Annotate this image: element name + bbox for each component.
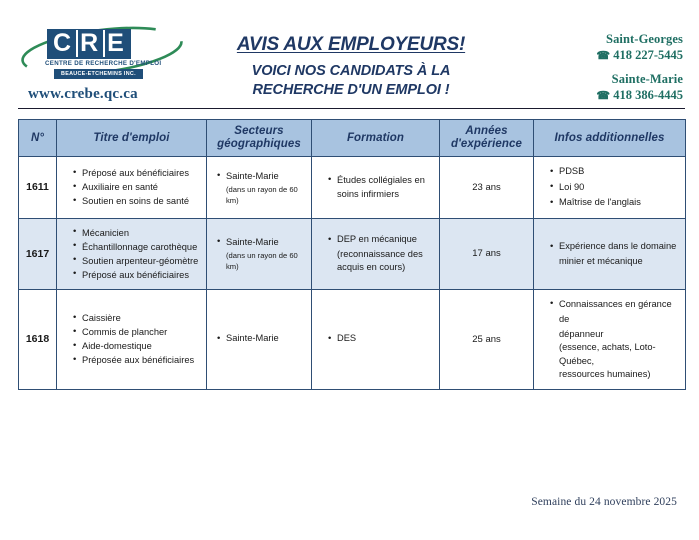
column-header-no: N° xyxy=(19,120,57,157)
page-header xyxy=(0,0,699,104)
cell-titre-emploi xyxy=(57,157,207,219)
contact-phone-number-sainte-marie: 418 386-4445 xyxy=(613,88,683,102)
bullet-item: • Mécanicien xyxy=(73,226,200,240)
candidates-table-wrapper xyxy=(18,119,685,390)
bullet-item: • Préposée aux bénéficiaires xyxy=(73,353,200,367)
bullet-item: • DES xyxy=(328,331,433,347)
cell-secteurs xyxy=(207,289,312,389)
contact-city-sainte-marie: Sainte-Marie xyxy=(611,72,683,86)
bullet-list xyxy=(534,290,685,389)
cre-logo[interactable] xyxy=(18,26,203,100)
cell-annees-experience: 23 ans xyxy=(440,157,534,219)
page-subtitle-line1: VOICI NOS CANDIDATS À LA xyxy=(251,63,451,79)
bullet-item: • Préposé aux bénéficiaires xyxy=(73,166,200,180)
bullet-list xyxy=(312,166,439,209)
bullet-continuation: soins infirmiers xyxy=(337,189,399,200)
bullet-item: • Échantillonnage carothèque xyxy=(73,240,200,254)
page-subtitle xyxy=(186,62,516,100)
column-header-formation: Formation xyxy=(312,120,440,157)
column-header-annees xyxy=(440,120,534,157)
bullet-list xyxy=(57,219,206,289)
bullet-continuation: dépanneur xyxy=(559,328,604,339)
column-header-annees-line1: Années xyxy=(465,125,508,137)
contact-spacer xyxy=(596,63,683,72)
bullet-item: • Caissière xyxy=(73,311,200,325)
cell-infos-additionnelles xyxy=(534,289,686,389)
table-row xyxy=(19,289,686,389)
bullet-continuation: (essence, achats, Loto-Québec, xyxy=(559,342,656,366)
cell-formation xyxy=(312,218,440,289)
bullet-continuation: (reconnaissance des xyxy=(337,248,423,259)
week-label: Semaine du 24 novembre 2025 xyxy=(531,496,677,508)
bullet-list xyxy=(312,324,439,354)
page-title: AVIS AUX EMPLOYEURS! xyxy=(236,34,466,55)
table-header-row xyxy=(19,120,686,157)
contact-phone-sainte-marie[interactable] xyxy=(596,88,683,103)
bullet-list xyxy=(207,324,311,354)
bullet-continuation: minier et mécanique xyxy=(559,255,643,266)
column-header-titre: Titre d'emploi xyxy=(57,120,207,157)
bullet-item: • PDSB xyxy=(550,164,679,180)
bullet-item: • Connaissances en gérance de dépanneur (essence, achats, Loto-Québec, ressources humaines) xyxy=(550,297,679,382)
column-header-secteurs xyxy=(207,120,312,157)
header-divider xyxy=(18,108,685,109)
logo-mark xyxy=(18,26,186,80)
bullet-item: • Maîtrise de l'anglais xyxy=(550,195,679,211)
phone-icon: ☎ xyxy=(596,90,611,102)
bullet-item: • Études collégiales en soins infirmiers xyxy=(328,173,433,202)
bullet-item: • Soutien arpenteur-géomètre xyxy=(73,254,200,268)
contact-phone-number-saint-georges: 418 227-5445 xyxy=(613,48,683,62)
cell-secteurs xyxy=(207,157,312,219)
cell-formation xyxy=(312,157,440,219)
bullet-continuation: acquis en cours) xyxy=(337,262,406,273)
bullet-list xyxy=(207,162,311,214)
logo-banner: BEAUCE-ETCHEMINS INC. xyxy=(54,69,143,79)
bullet-list xyxy=(207,228,311,280)
cell-infos-additionnelles xyxy=(534,157,686,219)
table-row xyxy=(19,157,686,219)
bullet-item: • Auxiliaire en santé xyxy=(73,180,200,194)
logo-letter-c: C xyxy=(53,29,73,57)
contact-info xyxy=(596,32,683,103)
page-subtitle-line2: RECHERCHE D'UN EMPLOI ! xyxy=(252,82,450,98)
bullet-list xyxy=(57,304,206,374)
cell-infos-additionnelles xyxy=(534,218,686,289)
cell-annees-experience: 25 ans xyxy=(440,289,534,389)
bullet-note: (dans un rayon de 60 km) xyxy=(226,251,298,272)
bullet-note: (dans un rayon de 60 km) xyxy=(226,185,298,205)
phone-icon: ☎ xyxy=(596,50,611,62)
logo-subtitle: CENTRE DE RECHERCHE D'EMPLOI xyxy=(45,60,162,67)
page-title-block xyxy=(186,34,516,100)
column-header-secteurs-line1: Secteurs xyxy=(234,125,284,137)
bullet-continuation: ressources humaines) xyxy=(559,369,651,379)
column-header-secteurs-line2: géographiques xyxy=(217,138,301,150)
column-header-infos: Infos additionnelles xyxy=(534,120,686,157)
cell-no: 1617 xyxy=(19,218,57,289)
bullet-item: • Loi 90 xyxy=(550,180,679,196)
cell-no: 1618 xyxy=(19,289,57,389)
table-body xyxy=(19,157,686,390)
bullet-list xyxy=(57,159,206,215)
candidates-table xyxy=(18,119,686,390)
bullet-item: • DEP en mécanique (reconnaissance des acquis en cours) xyxy=(328,232,433,275)
table-head xyxy=(19,120,686,157)
bullet-item: • Aide-domestique xyxy=(73,339,200,353)
bullet-item: • Sainte-Marie xyxy=(217,331,307,347)
bullet-list xyxy=(534,157,685,218)
bullet-item: • Commis de plancher xyxy=(73,325,200,339)
bullet-list xyxy=(534,232,685,275)
bullet-item: • Sainte-Marie (dans un rayon de 60 km) xyxy=(217,169,307,207)
cell-titre-emploi xyxy=(57,218,207,289)
bullet-item: • Sainte-Marie (dans un rayon de 60 km) xyxy=(217,235,307,273)
cell-titre-emploi xyxy=(57,289,207,389)
logo-letters xyxy=(47,29,131,59)
table-row xyxy=(19,218,686,289)
bullet-item: • Soutien en soins de santé xyxy=(73,194,200,208)
website-link[interactable]: www.crebe.qc.ca xyxy=(28,86,138,102)
bullet-item: • Préposé aux bénéficiaires xyxy=(73,268,200,282)
cell-no: 1611 xyxy=(19,157,57,219)
bullet-list xyxy=(312,225,439,282)
cell-annees-experience: 17 ans xyxy=(440,218,534,289)
logo-letter-r: R xyxy=(76,30,101,57)
contact-city-saint-georges: Saint-Georges xyxy=(606,32,683,46)
cell-formation xyxy=(312,289,440,389)
bullet-item: • Expérience dans le domaine minier et mécanique xyxy=(550,239,679,268)
column-header-annees-line2: d'expérience xyxy=(450,138,523,150)
contact-phone-saint-georges[interactable] xyxy=(596,48,683,63)
cell-secteurs xyxy=(207,218,312,289)
logo-letter-e: E xyxy=(103,30,127,57)
